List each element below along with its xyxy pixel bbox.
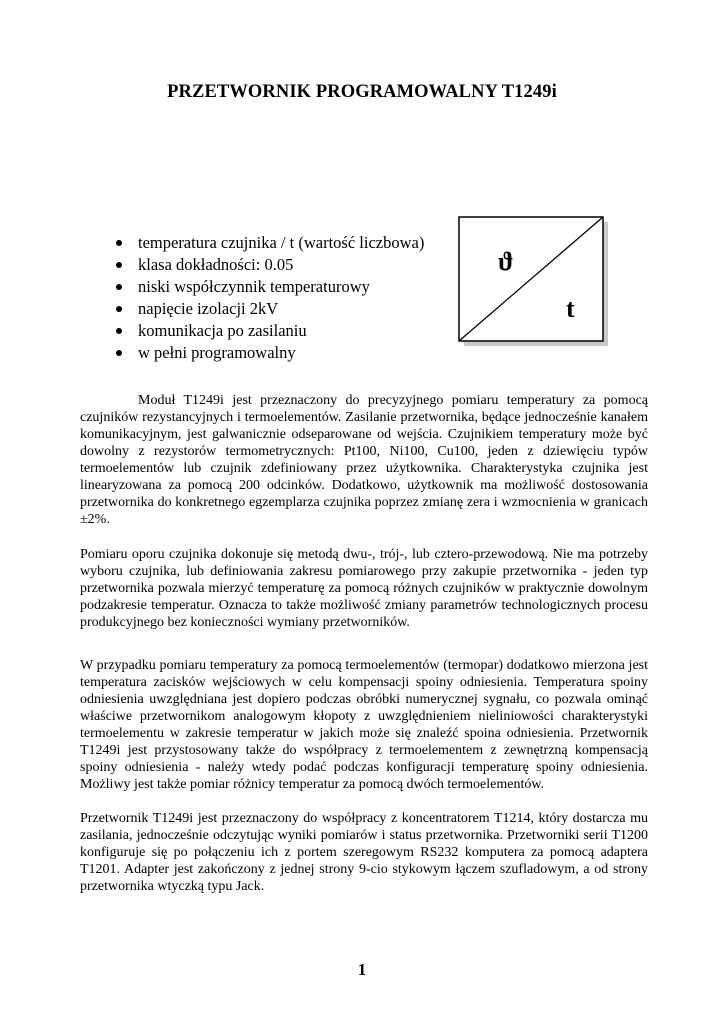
bullet-icon <box>116 262 122 268</box>
bullet-icon <box>116 328 122 334</box>
list-item: napięcie izolacji 2kV <box>112 298 424 320</box>
symbol-output-label: t <box>566 294 575 323</box>
bullet-icon <box>116 350 122 356</box>
paragraph-configuration: Przetwornik T1249i jest przeznaczony do współpracy z koncentratorem T1214, który dostarcza mu zasilania, jednocześnie odczytując wyniki pomiarów i status przetwornika. Przetworniki serii T1200 konfiguruje się po połączeniu ich z portem szeregowym RS232 komputera za pomocą adaptera T1201. Adapter jest zakończony z jednej strony 9-cio stykowym łączem szufladowym, a od strony przetwornika wtyczką typu Jack. <box>80 811 648 894</box>
list-item: w pełni programowalny <box>112 342 424 364</box>
page-number: 1 <box>357 960 367 979</box>
paragraph-intro: Moduł T1249i jest przeznaczony do precyzyjnego pomiaru temperatury za pomocą czujników rezystancyjnych i termoelementów. Zasilanie przetwornika, będące jednocześnie kanałem komunikacyjnym, jest galwanicznie odseparowane od wejścia. Czujnikiem temperatury może być dowolny z rezystorów termometrycznych: Pt100, Ni100, Cu100, jeden z dziewięciu typów termoelementów lub czujnik zdefiniowany przez użytkownika. Charakterystyka czujnika jest linearyzowana za pomocą 200 odcinków. Dodatkowo, użytkownik ma możliwość dostosowania przetwornika do konkretnego egzemplarza czujnika poprzez zmianę zera i wzmocnienia w granicach ±2%. <box>80 393 648 527</box>
list-item: temperatura czujnika / t (wartość liczbowa) <box>112 232 424 254</box>
feature-list <box>112 232 424 364</box>
list-item: klasa dokładności: 0.05 <box>112 254 424 276</box>
page-title: PRZETWORNIK PROGRAMOWALNY T1249i <box>167 82 557 102</box>
symbol-input-label: ϑ <box>498 247 514 276</box>
list-item: komunikacja po zasilaniu <box>112 320 424 342</box>
bullet-icon <box>116 306 122 312</box>
paragraph-thermocouple: W przypadku pomiaru temperatury za pomocą termoelementów (termopar) dodatkowo mierzona jest temperatura zacisków wejściowych w celu kompensacji spoiny odniesienia. Temperatura spoiny odniesienia uwzględniana jest dopiero podczas obróbki numerycznej sygnału, co pozwala ominąć właściwe przetwornikom analogowym kłopoty z uwzględnieniem nieliniowości charakterystyki termoelementu w zakresie temperatur w jakich może się znaleźć spoina odniesienia. Przetwornik T1249i jest przystosowany także do współpracy z termoelementem z zewnętrzną kompensacją spoiny odniesienia - należy wtedy podać podczas konfiguracji temperaturę spoiny odniesienia. Możliwy jest także pomiar różnicy temperatur za pomocą dwóch termoelementów. <box>80 658 648 792</box>
bullet-icon <box>116 240 122 246</box>
paragraph-measurement: Pomiaru oporu czujnika dokonuje się metodą dwu-, trój-, lub cztero-przewodową. Nie ma potrzeby wyboru czujnika, lub definiowania zakresu pomiarowego przy zakupie przetwornika - jeden typ przetwornika pozwala mierzyć temperaturę za pomocą różnych czujników w praktycznie dowolnym podzakresie temperatur. Oznacza to także możliwość zmiany parametrów technologicznych procesu produkcyjnego bez konieczności wymiany przetworników. <box>80 547 648 630</box>
converter-symbol-icon <box>458 216 610 348</box>
bullet-icon <box>116 284 122 290</box>
list-item: niski współczynnik temperaturowy <box>112 276 424 298</box>
